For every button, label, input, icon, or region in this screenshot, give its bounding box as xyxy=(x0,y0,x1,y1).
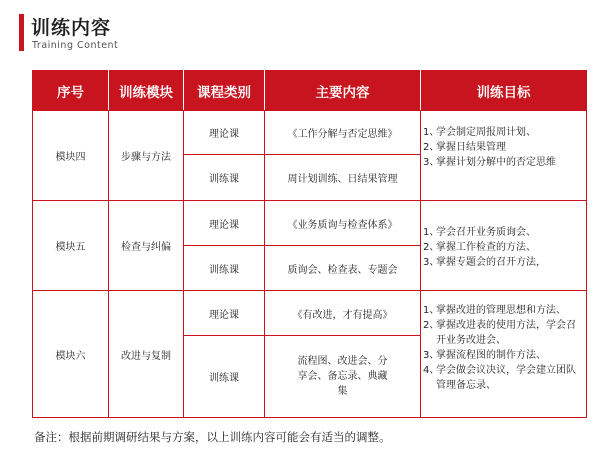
column-header-goal: 训练目标 xyxy=(421,71,587,111)
title-accent-bar xyxy=(19,14,24,51)
course-type: 训练课 xyxy=(184,336,265,418)
table-row xyxy=(33,201,587,246)
column-header-module: 训练模块 xyxy=(109,71,184,111)
goal-item: 3、 掌握计划分解中的否定思维 xyxy=(423,157,556,168)
course-content: 《有改进，才有提高》 xyxy=(265,291,421,336)
module-name: 检查与纠偏 xyxy=(109,201,184,291)
course-type: 理论课 xyxy=(184,201,265,246)
course-type: 训练课 xyxy=(184,155,265,201)
course-content: 《业务质询与检查体系》 xyxy=(265,201,421,246)
course-content: 质询会、检查表、专题会 xyxy=(265,246,421,291)
footnote: 备注：根据前期调研结果与方案，以上训练内容可能会有适当的调整。 xyxy=(34,430,391,444)
section-subtitle: Training Content xyxy=(32,40,119,51)
training-content-table xyxy=(32,70,587,418)
goal-item: 4、 学会做会议决议，学会建立团队管理备忘录、 xyxy=(423,365,576,391)
table-header-row xyxy=(33,71,587,111)
column-header-no: 序号 xyxy=(33,71,109,111)
training-goals xyxy=(421,201,587,291)
course-content: 《工作分解与否定思维》 xyxy=(265,111,421,155)
course-content: 流程图、改进会、分享会、备忘录、典藏集 xyxy=(265,336,421,418)
training-goals xyxy=(421,291,587,418)
section-title: 训练内容 xyxy=(31,17,112,39)
course-type: 理论课 xyxy=(184,111,265,155)
table-row xyxy=(33,111,587,155)
column-header-course-type: 课程类别 xyxy=(184,71,265,111)
column-header-content: 主要内容 xyxy=(265,71,421,111)
course-type: 训练课 xyxy=(184,246,265,291)
table-row xyxy=(33,291,587,336)
goal-item: 3、 掌握专题会的召开方法， xyxy=(423,257,546,268)
goal-item: 1、 学会制定周报周计划、 xyxy=(423,127,536,138)
goal-item: 1、 掌握改进的管理思想和方法、 xyxy=(423,305,566,316)
goal-item: 2、 掌握日结果管理 xyxy=(423,142,506,153)
course-type: 理论课 xyxy=(184,291,265,336)
module-number: 模块六 xyxy=(33,291,109,418)
goal-item: 3、 掌握流程图的制作方法、 xyxy=(423,350,546,361)
goal-item: 1、 学会召开业务质询会、 xyxy=(423,227,536,238)
goal-item: 2、 掌握工作检查的方法、 xyxy=(423,242,536,253)
module-number: 模块五 xyxy=(33,201,109,291)
module-name: 步骤与方法 xyxy=(109,111,184,201)
goal-item: 2、 掌握改进表的使用方法，学会召开业务改进会、 xyxy=(423,320,576,346)
training-goals xyxy=(421,111,587,201)
module-name: 改进与复制 xyxy=(109,291,184,418)
course-content: 周计划训练、日结果管理 xyxy=(265,155,421,201)
module-number: 模块四 xyxy=(33,111,109,201)
